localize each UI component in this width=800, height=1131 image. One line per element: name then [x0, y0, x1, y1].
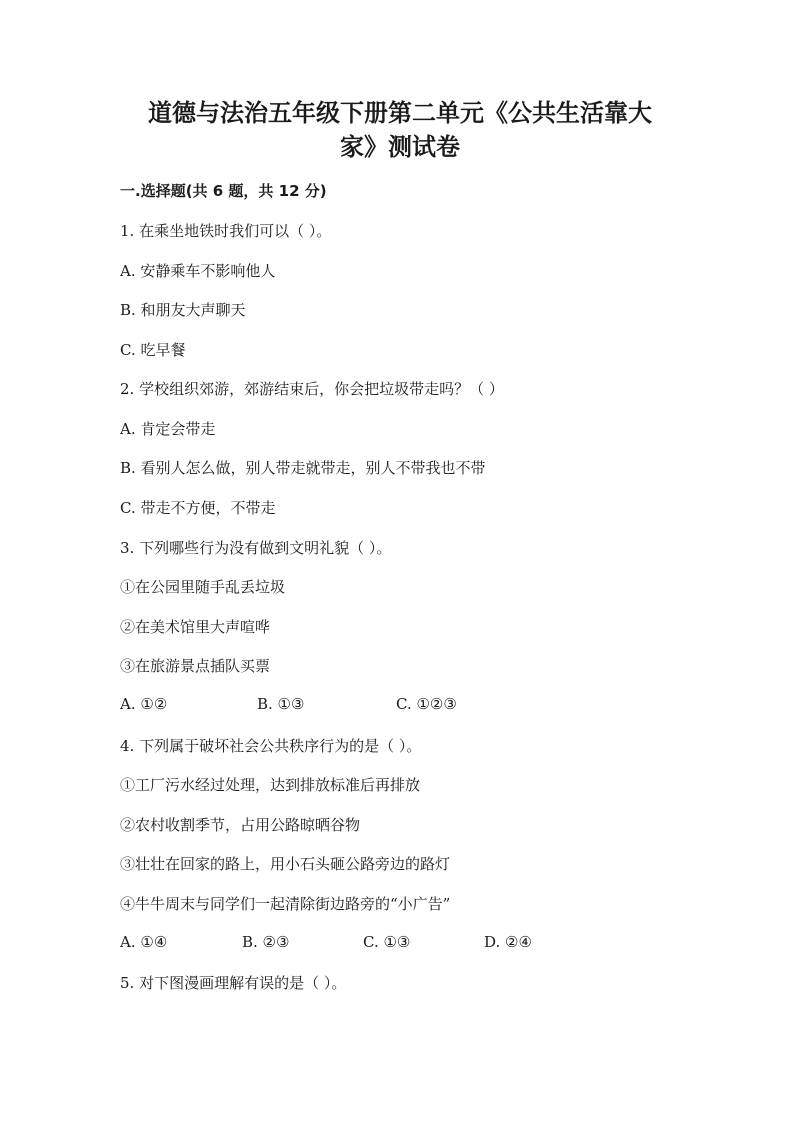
question-2-option-a: A. 肯定会带走 — [120, 420, 216, 438]
question-1-option-c: C. 吃早餐 — [120, 341, 186, 359]
question-4-stem: 4. 下列属于破坏社会公共秩序行为的是（ ）。 — [120, 737, 422, 755]
title-line-1: 道德与法治五年级下册第二单元《公共生活靠大 — [148, 99, 652, 127]
question-1-stem: 1. 在乘坐地铁时我们可以（ ）。 — [120, 222, 332, 240]
question-1-option-b: B. 和朋友大声聊天 — [120, 301, 246, 319]
question-2-option-b: B. 看别人怎么做，别人带走就带走，别人不带我也不带 — [120, 459, 486, 477]
question-5-stem: 5. 对下图漫画理解有误的是（ ）。 — [120, 974, 347, 992]
title-line-2: 家》测试卷 — [340, 133, 460, 161]
question-1-option-a: A. 安静乘车不影响他人 — [120, 262, 276, 280]
question-3-option-b: B. ①③ — [257, 695, 305, 713]
question-2-stem: 2. 学校组织郊游，郊游结束后，你会把垃圾带走吗？（ ） — [120, 380, 504, 398]
question-4-option-d: D. ②④ — [484, 933, 532, 951]
question-3-item-3: ③在旅游景点插队买票 — [120, 657, 271, 675]
question-4-option-c: C. ①③ — [363, 933, 411, 951]
section-heading: 一.选择题(共 6 题，共 12 分) — [120, 182, 327, 200]
question-3-item-1: ①在公园里随手乱丢垃圾 — [120, 578, 286, 596]
question-4-item-3: ③壮壮在回家的路上，用小石头砸公路旁边的路灯 — [120, 855, 451, 873]
question-4-option-a: A. ①④ — [120, 933, 168, 951]
question-3-option-c: C. ①②③ — [396, 695, 457, 713]
question-2-option-c: C. 带走不方便，不带走 — [120, 499, 276, 517]
question-4-item-1: ①工厂污水经过处理，达到排放标准后再排放 — [120, 776, 421, 794]
question-3-item-2: ②在美术馆里大声喧哗 — [120, 618, 271, 636]
question-3-stem: 3. 下列哪些行为没有做到文明礼貌（ ）。 — [120, 539, 392, 557]
question-4-option-b: B. ②③ — [242, 933, 290, 951]
question-4-item-4: ④牛牛周末与同学们一起清除街边路旁的“小广告” — [120, 895, 451, 913]
question-4-item-2: ②农村收割季节，占用公路晾晒谷物 — [120, 816, 361, 834]
question-3-option-a: A. ①② — [120, 695, 168, 713]
